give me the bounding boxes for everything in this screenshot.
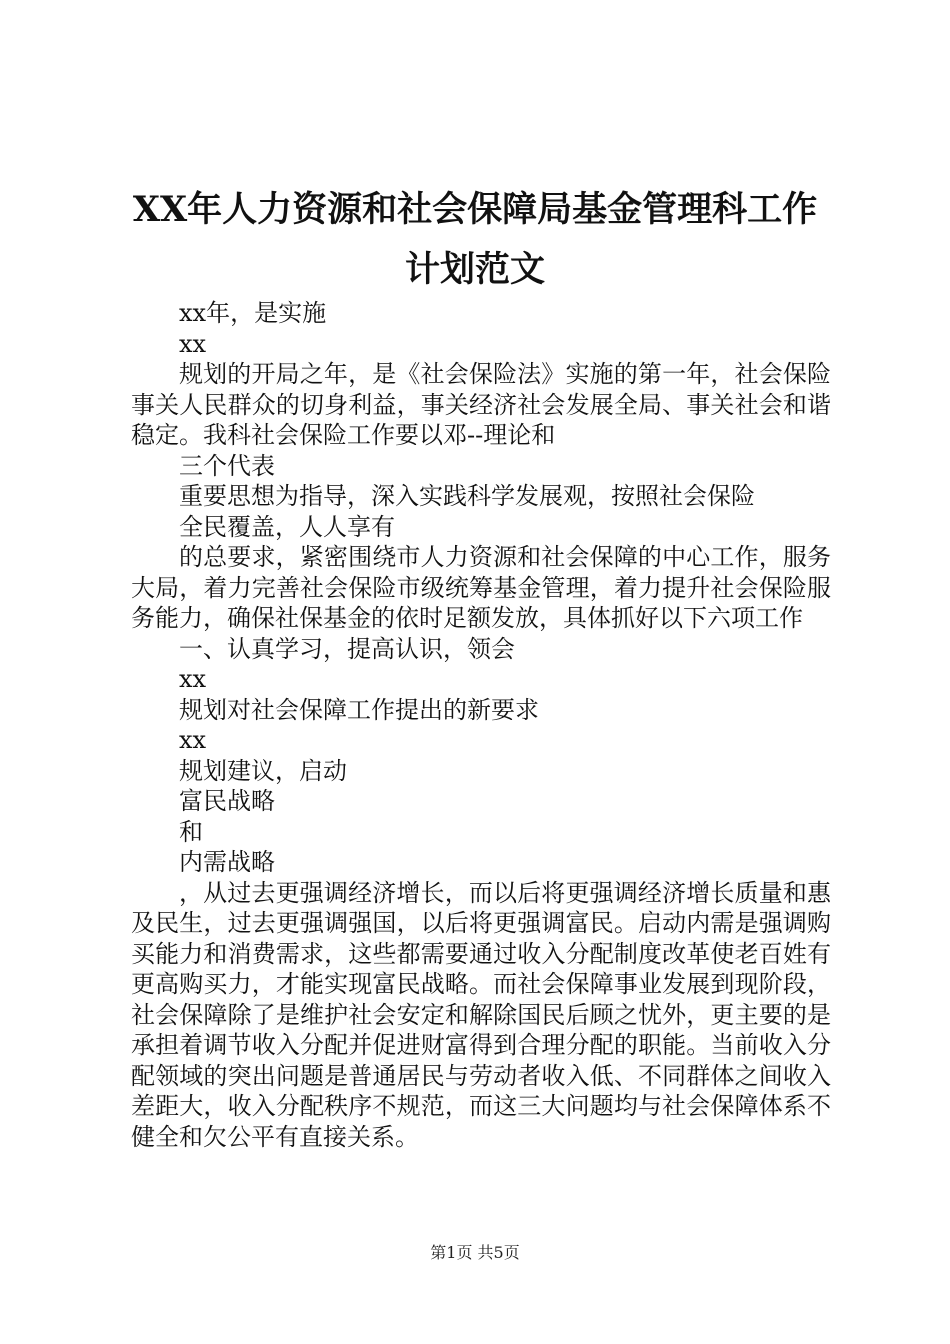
paragraph: 和 <box>179 817 203 846</box>
paragraph: ，从过去更强调经济增长，而以后将更强调经济增长质量和惠及民生，过去更强调强国，以后将更强调富民。启动内需是强调购买能力和消费需求，这些都需要通过收入分配制度改革使老百姓有更高购买力，才能实现富民战略。而社会保障事业发展到现阶段，社会保障除了是维护社会安定和解除国民后顾之忧外，更主要的是承担着调节收入分配并促进财富得到合理分配的职能。当前收入分配领域的突出问题是普通居民与劳动者收入低、不同群体之间收入差距大，收入分配秩序不规范，而这三大问题均与社会保障体系不健全和欠公平有直接关系。 <box>131 878 831 1151</box>
paragraph: 三个代表 <box>179 451 275 480</box>
paragraph: 全民覆盖，人人享有 <box>179 512 395 541</box>
paragraph: 一、认真学习，提高认识，领会 <box>179 634 515 663</box>
document-title-line-2: 计划范文 <box>404 249 545 290</box>
paragraph: 富民战略 <box>179 787 275 815</box>
document-title-line-1: XX年人力资源和社会保障局基金管理科工作 <box>132 189 818 230</box>
page-footer: 第1页 共5页 <box>430 1243 520 1262</box>
document-body <box>131 298 831 1152</box>
paragraph: xx <box>179 726 207 754</box>
paragraph: 规划对社会保障工作提出的新要求 <box>179 695 539 724</box>
paragraph: 规划的开局之年，是《社会保险法》实施的第一年，社会保险事关人民群众的切身利益，事关经济社会发展全局、事关社会和谐稳定。我科社会保险工作要以邓--理论和 <box>131 360 831 449</box>
paragraph: xx年，是实施 <box>179 299 327 327</box>
paragraph: 的总要求，紧密围绕市人力资源和社会保障的中心工作，服务大局，着力完善社会保险市级统筹基金管理，着力提升社会保险服务能力，确保社保基金的依时足额发放，具体抓好以下六项工作 <box>131 543 831 632</box>
paragraph: 重要思想为指导，深入实践科学发展观，按照社会保险 <box>179 482 755 510</box>
paragraph: xx <box>179 665 207 693</box>
paragraph: 规划建议，启动 <box>179 756 347 785</box>
paragraph: 内需战略 <box>179 848 275 876</box>
paragraph: xx <box>179 329 207 358</box>
